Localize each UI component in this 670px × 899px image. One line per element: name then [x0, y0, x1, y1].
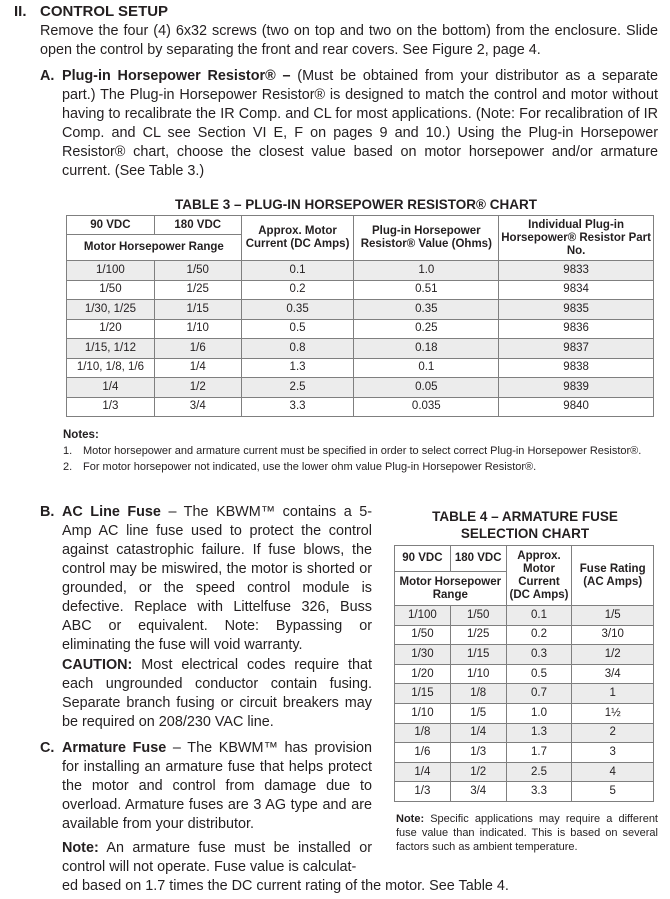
caution-label: CAUTION:: [62, 657, 133, 673]
section-c-body: – The KBWM™ has provision for installing an armature fuse that helps protect the motor and control from damage due to overload. Armature fuses are 3 AG type and are available from your distributor.: [62, 740, 372, 832]
table4-cell: 0.2: [506, 625, 572, 645]
table4-cell: 1/6: [395, 743, 451, 763]
table4-cell: 1.0: [506, 703, 572, 723]
armature-fuse-note: [62, 839, 372, 877]
table4-cell: 1/100: [395, 606, 451, 626]
table4-cell: 1/50: [450, 606, 506, 626]
caution-body: Most electrical codes require that each ungrounded conductor contain fusing. Separate branch fusing or circuit breakers may be required on 208/230 VAC line.: [62, 657, 372, 730]
section-c-text: [62, 739, 372, 834]
table4-cell: 3/4: [450, 782, 506, 802]
table3-cell: 0.05: [354, 378, 499, 398]
armature-fuse-note-last-line: ed based on 1.7 times the DC current rating of the motor. See Table 4.: [62, 878, 509, 894]
table4-cell: 1/30: [395, 645, 451, 665]
section-c: [40, 739, 372, 834]
table3-row: [67, 319, 654, 339]
table4-cell: 1/5: [572, 606, 654, 626]
table3-cell: 3/4: [154, 397, 241, 417]
table4-cell: 0.5: [506, 664, 572, 684]
table3-cell: 9838: [499, 358, 654, 378]
table3-row: [67, 339, 654, 359]
table4-cell: 1/2: [450, 762, 506, 782]
table3-cell: 1/6: [154, 339, 241, 359]
table3-row: [67, 397, 654, 417]
table4-cell: 1/5: [450, 703, 506, 723]
section-c-heading: Armature Fuse: [62, 740, 167, 756]
table4-cell: 1: [572, 684, 654, 704]
section-b-text: [62, 503, 372, 655]
table4-row: [395, 723, 654, 743]
table3-header-current: Approx. Motor Current (DC Amps): [241, 216, 354, 261]
section-title: CONTROL SETUP: [40, 3, 169, 20]
table3-cell: 1/25: [154, 280, 241, 300]
table4-cell: 1/4: [450, 723, 506, 743]
table4-cell: 4: [572, 762, 654, 782]
section-a: [40, 67, 658, 181]
table4-cell: 1/10: [395, 703, 451, 723]
table3-cell: 9840: [499, 397, 654, 417]
intro-paragraph: Remove the four (4) 6x32 screws (two on top and two on the bottom) from the enclosure. Slide open the control by separating the front and rear covers. See Figure 2, page 4.: [40, 23, 658, 58]
table4-cell: 1/3: [395, 782, 451, 802]
table4-row: [395, 743, 654, 763]
table4-cell: 1/2: [572, 645, 654, 665]
table4-cell: 1/10: [450, 664, 506, 684]
table3-cell: 1/2: [154, 378, 241, 398]
table4-cell: 2.5: [506, 762, 572, 782]
table3-cell: 1/10, 1/8, 1/6: [67, 358, 155, 378]
table3-cell: 3.3: [241, 397, 354, 417]
section-b-heading: AC Line Fuse: [62, 504, 161, 520]
table3-cell: 9833: [499, 261, 654, 281]
table4-note-body: Specific applications may require a different fuse value than indicated. This is based on several factors such as ambient temperature.: [396, 813, 658, 853]
table4-header-fuse: Fuse Rating (AC Amps): [572, 546, 654, 606]
table4-cell: 5: [572, 782, 654, 802]
table4-row: [395, 703, 654, 723]
table3-cell: 9836: [499, 319, 654, 339]
table4-row: [395, 684, 654, 704]
table4-header-current: Approx. Motor Current (DC Amps): [506, 546, 572, 606]
table4-note-label: Note:: [396, 813, 425, 825]
note-item: [63, 459, 641, 475]
table3-cell: 9837: [499, 339, 654, 359]
table4-row: [395, 625, 654, 645]
section-a-label: A.: [40, 68, 55, 84]
table4-cell: 1½: [572, 703, 654, 723]
notes-title: Notes:: [63, 429, 99, 441]
table4-cell: 1/8: [450, 684, 506, 704]
section-a-text: [62, 67, 658, 181]
table3-cell: 0.2: [241, 280, 354, 300]
note-text: For motor horsepower not indicated, use the lower ohm value Plug-in Horsepower Resistor®.: [83, 461, 537, 473]
table4-cell: 1/8: [395, 723, 451, 743]
table3-cell: 0.18: [354, 339, 499, 359]
table4-row: [395, 645, 654, 665]
table4-cell: 1.3: [506, 723, 572, 743]
armature-fuse-note-label: Note:: [62, 840, 99, 856]
table4-cell: 1.7: [506, 743, 572, 763]
section-b-label: B.: [40, 504, 55, 520]
table4-cell: 2: [572, 723, 654, 743]
table4-row: [395, 664, 654, 684]
table3-cell: 1/50: [67, 280, 155, 300]
table3-cell: 0.25: [354, 319, 499, 339]
table4-header-180vdc: 180 VDC: [450, 546, 506, 572]
table3-cell: 0.35: [354, 300, 499, 320]
table4-cell: 1/25: [450, 625, 506, 645]
table3-cell: 1.3: [241, 358, 354, 378]
section-number: II.: [14, 3, 27, 20]
table3-header-90vdc: 90 VDC: [67, 216, 155, 235]
section-b-body: – The KBWM™ contains a 5-Amp AC line fuse used to protect the control against catastrophic failure. If fuse blows, the control may be miswired, the motor is shorted or grounded, or the speed control module is defective. Replace with Littelfuse 326, Buss ABC or equivalent. Note: Bypassing or eliminating the fuse will void warranty.: [62, 504, 373, 653]
table3-cell: 9835: [499, 300, 654, 320]
table3-cell: 1/15: [154, 300, 241, 320]
table4-cell: 1/15: [450, 645, 506, 665]
table4-cell: 3/10: [572, 625, 654, 645]
table3-header-180vdc: 180 VDC: [154, 216, 241, 235]
table3-header-ohms: Plug-in Horsepower Resistor® Value (Ohms): [354, 216, 499, 261]
table3-header-hp-range: Motor Horsepower Range: [67, 235, 242, 261]
table4-row: [395, 782, 654, 802]
table4-cell: 0.1: [506, 606, 572, 626]
table4: [394, 545, 654, 802]
table4-row: [395, 606, 654, 626]
note-text: Motor horsepower and armature current must be specified in order to select correct Plug-in Horsepower Resistor®.: [83, 445, 642, 457]
table3-cell: 1/10: [154, 319, 241, 339]
table3-row: [67, 280, 654, 300]
table3-body: [67, 261, 654, 417]
table3-cell: 9834: [499, 280, 654, 300]
table3-cell: 2.5: [241, 378, 354, 398]
table3-cell: 9839: [499, 378, 654, 398]
caution-paragraph: [62, 656, 372, 732]
table4-note: [396, 812, 658, 854]
table4-cell: 3.3: [506, 782, 572, 802]
table3-row: [67, 261, 654, 281]
armature-fuse-note-body: An armature fuse must be installed or control will not operate. Fuse value is calculat-: [62, 840, 372, 875]
table3-cell: 0.51: [354, 280, 499, 300]
table4-cell: 3/4: [572, 664, 654, 684]
section-heading: [14, 3, 168, 20]
table4-header-hp-range: Motor Horsepower Range: [395, 572, 507, 606]
table4-title: TABLE 4 – ARMATURE FUSE SELECTION CHART: [432, 509, 618, 541]
section-c-label: C.: [40, 740, 55, 756]
table3-row: [67, 358, 654, 378]
section-b: [40, 503, 372, 655]
table3-cell: 1/4: [154, 358, 241, 378]
table3-cell: 0.1: [241, 261, 354, 281]
table3-cell: 1/20: [67, 319, 155, 339]
table3-cell: 0.8: [241, 339, 354, 359]
table4-cell: 1/20: [395, 664, 451, 684]
table4-cell: 1/15: [395, 684, 451, 704]
table3-cell: 0.035: [354, 397, 499, 417]
table4-row: [395, 762, 654, 782]
table4-cell: 3: [572, 743, 654, 763]
table3-cell: 0.5: [241, 319, 354, 339]
table3-title: TABLE 3 – PLUG-IN HORSEPOWER RESISTOR® CHART: [175, 197, 537, 212]
notes: [63, 427, 641, 475]
table4-cell: 1/4: [395, 762, 451, 782]
table4-cell: 0.3: [506, 645, 572, 665]
note-number: 2.: [63, 461, 73, 473]
table3-cell: 1/50: [154, 261, 241, 281]
table4-cell: 1/3: [450, 743, 506, 763]
table3-cell: 1/4: [67, 378, 155, 398]
table3-cell: 1.0: [354, 261, 499, 281]
section-a-heading: Plug-in Horsepower Resistor® –: [62, 68, 291, 84]
table3-cell: 1/30, 1/25: [67, 300, 155, 320]
table3-row: [67, 378, 654, 398]
table3-cell: 1/15, 1/12: [67, 339, 155, 359]
table3-cell: 1/3: [67, 397, 155, 417]
table4-cell: 1/50: [395, 625, 451, 645]
table3-row: [67, 300, 654, 320]
section-a-body: (Must be obtained from your distributor as a separate part.) The Plug-in Horsepower Resistor® is designed to match the control and motor without having to recalibrate the IR Comp. and CL for most applications. (Note: For recalibration of IR Comp. and CL see Section VI E, F on pages 9 and 10.) Using the Plug-in Horsepower Resistor® chart, choose the closest value based on motor horsepower and/or armature current. (See Table 3.): [62, 68, 658, 179]
table3-cell: 0.1: [354, 358, 499, 378]
note-number: 1.: [63, 445, 73, 457]
table4-header-90vdc: 90 VDC: [395, 546, 451, 572]
table4-body: [395, 606, 654, 802]
table3-cell: 1/100: [67, 261, 155, 281]
table3-cell: 0.35: [241, 300, 354, 320]
table3: [66, 215, 654, 417]
note-item: [63, 443, 641, 459]
table3-header-part: Individual Plug-in Horsepower® Resistor Part No.: [499, 216, 654, 261]
table4-cell: 0.7: [506, 684, 572, 704]
